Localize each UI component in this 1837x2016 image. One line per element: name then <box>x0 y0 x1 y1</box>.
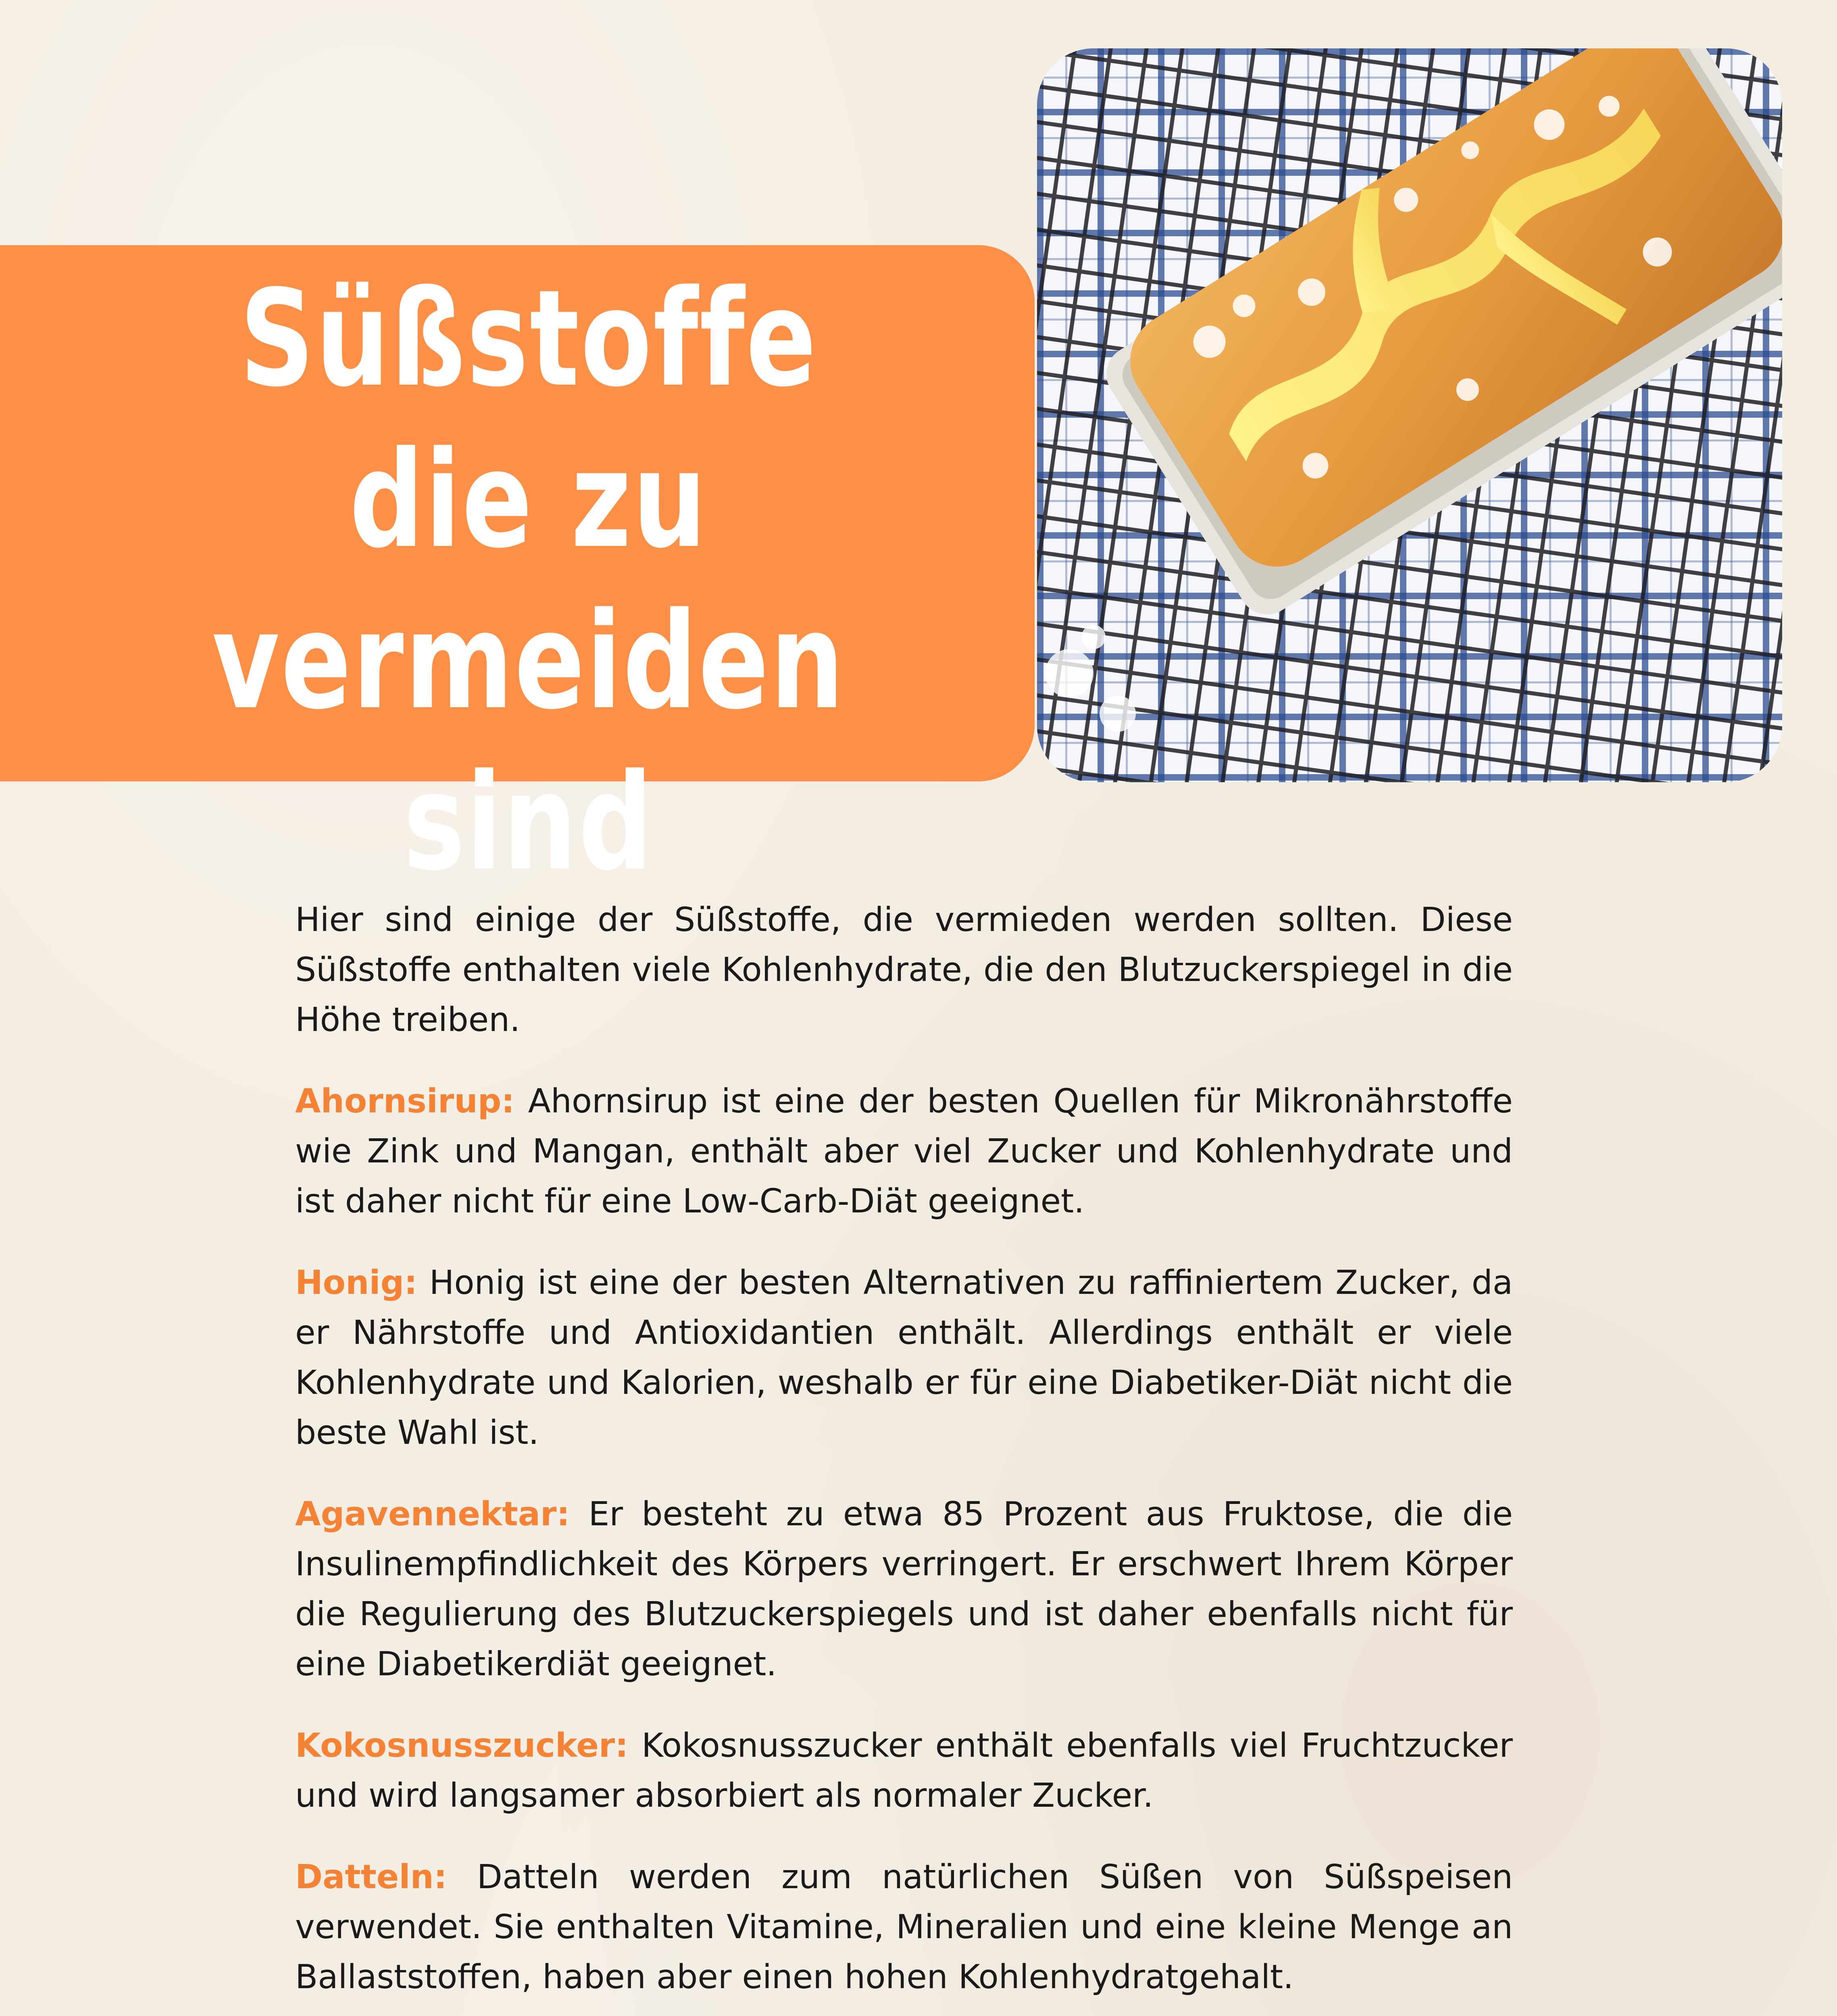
main-content <box>295 895 1513 2016</box>
cake-illustration-icon <box>1037 48 1782 782</box>
term-label: Kokosnusszucker: <box>295 1727 629 1765</box>
sweetener-item-agavennektar <box>295 1489 1513 1689</box>
term-label: Datteln: <box>295 1858 447 1896</box>
term-description: Er besteht zu etwa 85 Prozent aus Fruktose, die die Insulinempfindlichkeit des Körpers verringert. Er erschwert Ihrem Körper die Regulierung des Blutzuckerspiegels und ist daher ebenfalls nicht für eine Diabetikerdiät geeignet. <box>295 1495 1513 1683</box>
term-label: Agavennektar: <box>295 1495 570 1533</box>
term-description: Datteln werden zum natürlichen Süßen von Süßspeisen verwendet. Sie enthalten Vitamine, Mineralien und eine kleine Menge an Ballaststoffen, haben aber einen hohen Kohlenhydratgehalt. <box>295 1858 1513 1996</box>
page-title <box>120 258 937 903</box>
term-label: Ahornsirup: <box>295 1082 515 1120</box>
term-description: Honig ist eine der besten Alternativen zu raffiniertem Zucker, da er Nährstoffe und Antioxidantien enthält. Allerdings enthält er viele Kohlenhydrate und Kalorien, weshalb er für eine Diabetiker-Diät nicht die beste Wahl ist. <box>295 1264 1513 1452</box>
title-line-1: Süßstoffe <box>240 261 818 416</box>
sweetener-item-kokosnusszucker <box>295 1721 1513 1821</box>
title-line-3: vermeiden sind <box>212 584 846 900</box>
sweetener-item-datteln <box>295 1852 1513 2002</box>
intro-paragraph: Hier sind einige der Süßstoffe, die vermieden werden sollten. Diese Süßstoffe enthalten viele Kohlenhydrate, die den Blutzuckerspiegel in die Höhe treiben. <box>295 901 1513 1039</box>
term-description: Kokosnusszucker enthält ebenfalls viel Fruchtzucker und wird langsamer absorbiert als normaler Zucker. <box>295 1727 1513 1815</box>
sweetener-item-ahornsirup <box>295 1077 1513 1227</box>
sweetener-item-honig <box>295 1258 1513 1458</box>
term-description: Ahornsirup ist eine der besten Quellen für Mikronährstoffe wie Zink und Mangan, enthält aber viel Zucker und Kohlenhydrate und ist daher nicht für eine Low-Carb-Diät geeignet. <box>295 1082 1513 1220</box>
title-line-2: die zu <box>349 423 708 577</box>
term-label: Honig: <box>295 1264 417 1302</box>
pound-cake-photo <box>1037 48 1782 782</box>
